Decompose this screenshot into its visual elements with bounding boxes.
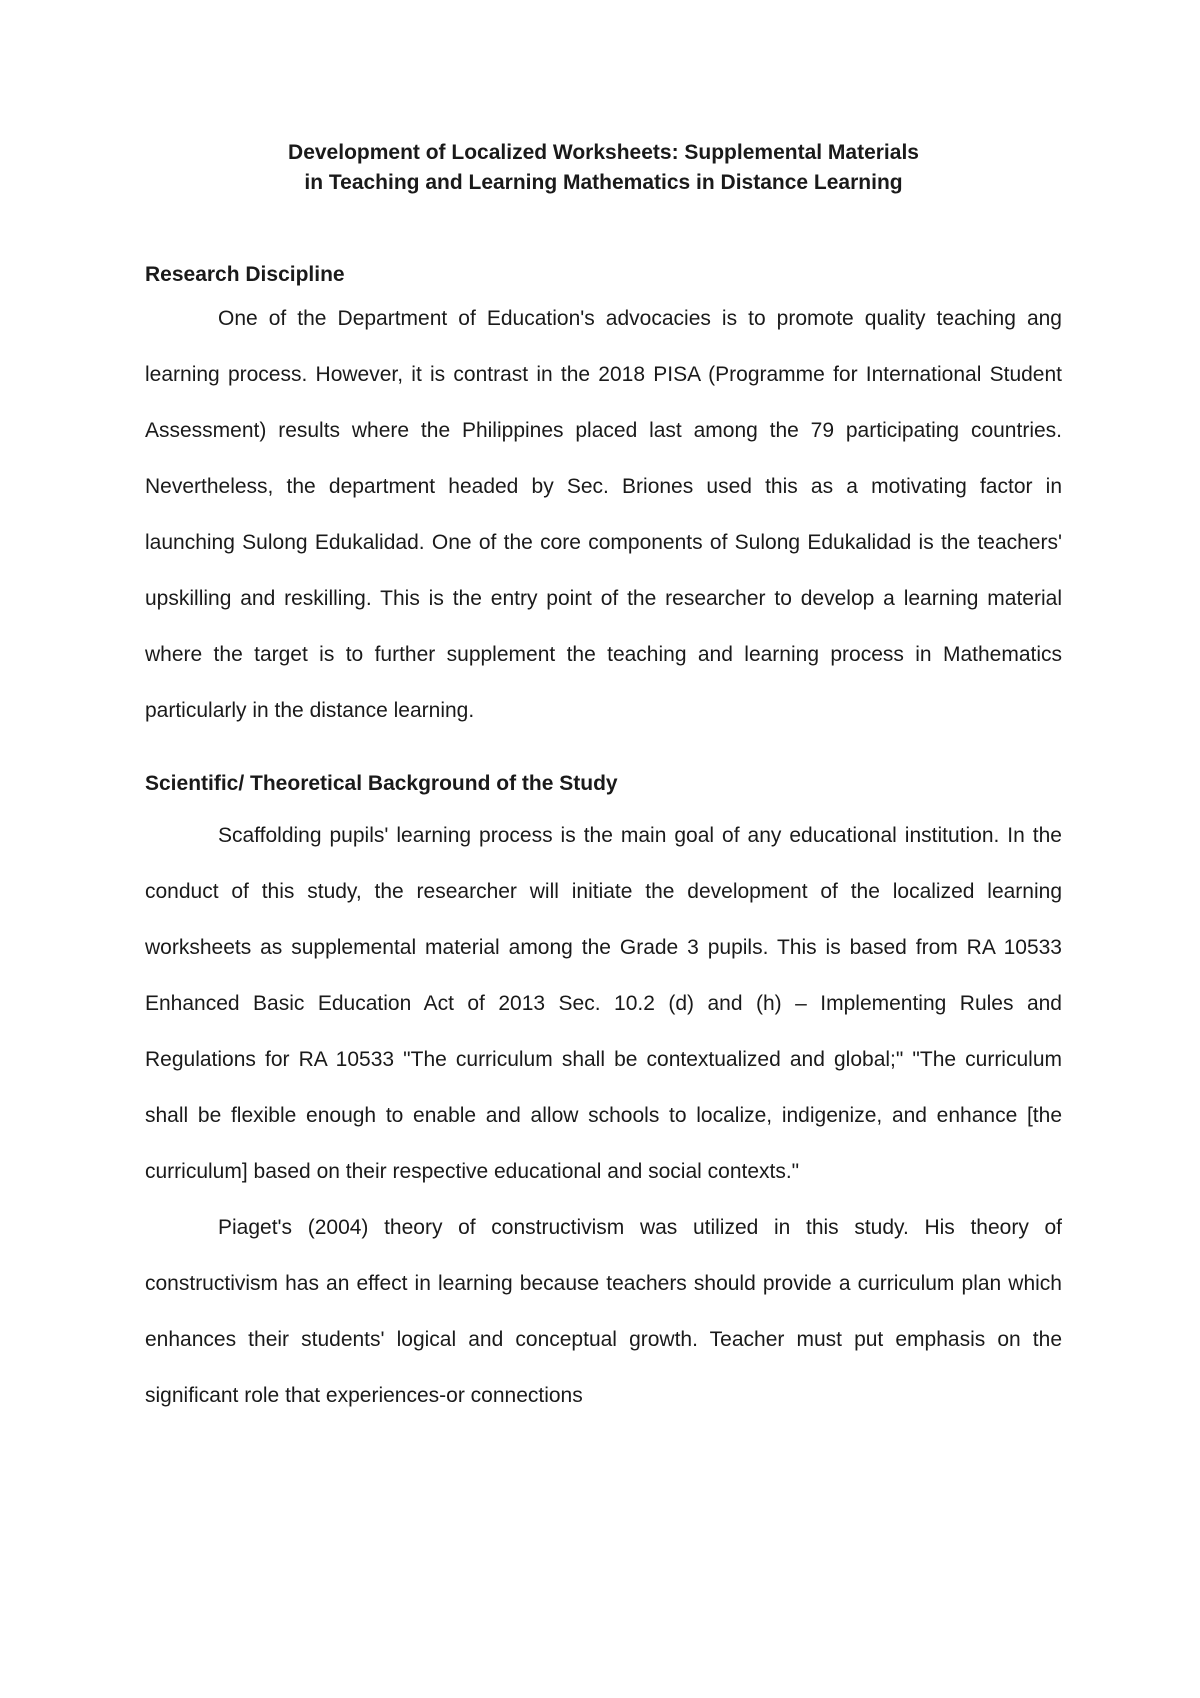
section-heading-theoretical-background: Scientific/ Theoretical Background of the Study <box>145 772 618 795</box>
title-line-2: in Teaching and Learning Mathematics in Distance Learning <box>304 171 903 194</box>
document-title <box>145 138 1062 198</box>
paragraph-piaget: Piaget's (2004) theory of constructivism was utilized in this study. His theory of constructivism has an effect in learning because teachers should provide a curriculum plan which enhances their students' logical and conceptual growth. Teacher must put emphasis on the significant role that experiences-or connections <box>145 1216 1062 1407</box>
document-body <box>145 138 1062 1424</box>
title-line-1: Development of Localized Worksheets: Supplemental Materials <box>288 141 919 164</box>
paragraph-research-discipline: One of the Department of Education's advocacies is to promote quality teaching ang learning process. However, it is contrast in the 2018 PISA (Programme for International Student Assessment) results where the Philippines placed last among the 79 participating countries. Nevertheless, the department headed by Sec. Briones used this as a motivating factor in launching Sulong Edukalidad. One of the core components of Sulong Edukalidad is the teachers' upskilling and reskilling. This is the entry point of the researcher to develop a learning material where the target is to further supplement the teaching and learning process in Mathematics particularly in the distance learning. <box>145 307 1062 722</box>
section-heading-research-discipline: Research Discipline <box>145 263 345 286</box>
paragraph-scaffolding: Scaffolding pupils' learning process is the main goal of any educational institution. In the conduct of this study, the researcher will initiate the development of the localized learning worksheets as supplemental material among the Grade 3 pupils. This is based from RA 10533 Enhanced Basic Education Act of 2013 Sec. 10.2 (d) and (h) – Implementing Rules and Regulations for RA 10533 "The curriculum shall be contextualized and global;" "The curriculum shall be flexible enough to enable and allow schools to localize, indigenize, and enhance [the curriculum] based on their respective educational and social contexts." <box>145 824 1062 1183</box>
